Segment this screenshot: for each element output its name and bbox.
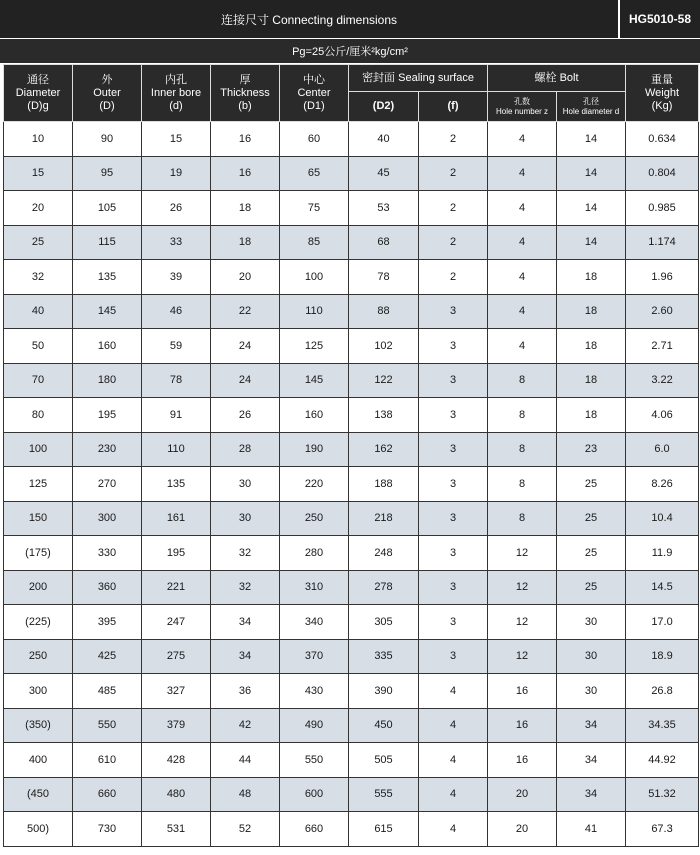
cell-sealing-d2: 122 bbox=[349, 363, 419, 398]
cell-diameter: 200 bbox=[4, 570, 73, 605]
cell-weight: 0.804 bbox=[626, 156, 699, 191]
dimensions-table bbox=[3, 64, 699, 847]
cell-outer: 90 bbox=[73, 122, 142, 157]
table-row bbox=[4, 363, 699, 398]
cell-weight: 6.0 bbox=[626, 432, 699, 467]
cell-outer: 145 bbox=[73, 294, 142, 329]
cell-weight: 14.5 bbox=[626, 570, 699, 605]
cell-inner: 78 bbox=[142, 363, 211, 398]
cell-weight: 0.985 bbox=[626, 191, 699, 226]
cell-sealing-f: 2 bbox=[419, 225, 488, 260]
cell-outer: 105 bbox=[73, 191, 142, 226]
cell-sealing-d2: 278 bbox=[349, 570, 419, 605]
cell-thickness: 30 bbox=[211, 501, 280, 536]
table-body bbox=[4, 122, 699, 847]
cell-sealing-f: 2 bbox=[419, 260, 488, 295]
table-row bbox=[4, 260, 699, 295]
table-row bbox=[4, 605, 699, 640]
cell-diameter: 125 bbox=[4, 467, 73, 502]
cell-inner: 19 bbox=[142, 156, 211, 191]
cell-weight: 51.32 bbox=[626, 777, 699, 812]
cell-inner: 379 bbox=[142, 708, 211, 743]
cell-sealing-d2: 390 bbox=[349, 674, 419, 709]
cell-hole-number: 8 bbox=[488, 432, 557, 467]
cell-thickness: 24 bbox=[211, 363, 280, 398]
header-diameter: 通径 Diameter (D)g bbox=[4, 65, 73, 122]
cell-hole-number: 8 bbox=[488, 363, 557, 398]
cell-weight: 8.26 bbox=[626, 467, 699, 502]
cell-sealing-f: 3 bbox=[419, 536, 488, 571]
cell-sealing-f: 2 bbox=[419, 122, 488, 157]
cell-outer: 660 bbox=[73, 777, 142, 812]
cell-outer: 180 bbox=[73, 363, 142, 398]
cell-hole-diameter: 30 bbox=[557, 674, 626, 709]
cell-weight: 1.96 bbox=[626, 260, 699, 295]
cell-sealing-f: 4 bbox=[419, 777, 488, 812]
cell-hole-number: 4 bbox=[488, 294, 557, 329]
header-weight: 重量 Weight (Kg) bbox=[626, 65, 699, 122]
cell-sealing-f: 2 bbox=[419, 191, 488, 226]
cell-inner: 135 bbox=[142, 467, 211, 502]
cell-diameter: (175) bbox=[4, 536, 73, 571]
cell-sealing-d2: 555 bbox=[349, 777, 419, 812]
table-row bbox=[4, 294, 699, 329]
cell-sealing-f: 3 bbox=[419, 329, 488, 364]
cell-hole-number: 12 bbox=[488, 570, 557, 605]
cell-hole-number: 8 bbox=[488, 467, 557, 502]
cell-diameter: 100 bbox=[4, 432, 73, 467]
cell-weight: 2.71 bbox=[626, 329, 699, 364]
cell-hole-diameter: 18 bbox=[557, 363, 626, 398]
cell-outer: 95 bbox=[73, 156, 142, 191]
cell-center: 220 bbox=[280, 467, 349, 502]
cell-weight: 0.634 bbox=[626, 122, 699, 157]
header-outer: 外 Outer (D) bbox=[73, 65, 142, 122]
cell-hole-number: 8 bbox=[488, 501, 557, 536]
table-row bbox=[4, 225, 699, 260]
standard-code: HG5010-58 bbox=[620, 0, 700, 38]
table-row bbox=[4, 674, 699, 709]
cell-thickness: 26 bbox=[211, 398, 280, 433]
cell-diameter: 20 bbox=[4, 191, 73, 226]
cell-hole-number: 16 bbox=[488, 743, 557, 778]
cell-outer: 610 bbox=[73, 743, 142, 778]
header-sealing-surface: 密封面 Sealing surface bbox=[349, 65, 488, 92]
cell-sealing-f: 3 bbox=[419, 639, 488, 674]
cell-diameter: 50 bbox=[4, 329, 73, 364]
cell-outer: 485 bbox=[73, 674, 142, 709]
cell-thickness: 42 bbox=[211, 708, 280, 743]
cell-thickness: 48 bbox=[211, 777, 280, 812]
cell-inner: 247 bbox=[142, 605, 211, 640]
cell-thickness: 18 bbox=[211, 191, 280, 226]
cell-hole-diameter: 34 bbox=[557, 708, 626, 743]
cell-inner: 33 bbox=[142, 225, 211, 260]
cell-center: 340 bbox=[280, 605, 349, 640]
cell-hole-number: 16 bbox=[488, 674, 557, 709]
cell-sealing-f: 2 bbox=[419, 156, 488, 191]
cell-inner: 428 bbox=[142, 743, 211, 778]
cell-hole-number: 4 bbox=[488, 329, 557, 364]
table-row bbox=[4, 501, 699, 536]
table-row bbox=[4, 812, 699, 847]
cell-center: 160 bbox=[280, 398, 349, 433]
cell-diameter: 250 bbox=[4, 639, 73, 674]
table-header bbox=[4, 65, 699, 122]
cell-center: 145 bbox=[280, 363, 349, 398]
cell-weight: 11.9 bbox=[626, 536, 699, 571]
cell-sealing-f: 3 bbox=[419, 363, 488, 398]
cell-sealing-f: 3 bbox=[419, 570, 488, 605]
cell-sealing-f: 3 bbox=[419, 605, 488, 640]
cell-diameter: 400 bbox=[4, 743, 73, 778]
cell-outer: 195 bbox=[73, 398, 142, 433]
cell-diameter: 25 bbox=[4, 225, 73, 260]
cell-weight: 2.60 bbox=[626, 294, 699, 329]
cell-thickness: 32 bbox=[211, 536, 280, 571]
header-sealing-d2: (D2) bbox=[349, 92, 419, 122]
cell-weight: 18.9 bbox=[626, 639, 699, 674]
cell-hole-diameter: 23 bbox=[557, 432, 626, 467]
table-row bbox=[4, 191, 699, 226]
cell-hole-number: 12 bbox=[488, 639, 557, 674]
title-bar bbox=[0, 0, 700, 38]
cell-hole-diameter: 25 bbox=[557, 570, 626, 605]
cell-hole-number: 4 bbox=[488, 191, 557, 226]
cell-center: 250 bbox=[280, 501, 349, 536]
header-hole-diameter: 孔径 Hole diameter d bbox=[557, 92, 626, 122]
cell-hole-diameter: 18 bbox=[557, 398, 626, 433]
table-row bbox=[4, 708, 699, 743]
table-row bbox=[4, 777, 699, 812]
cell-diameter: (450 bbox=[4, 777, 73, 812]
table-row bbox=[4, 536, 699, 571]
cell-weight: 26.8 bbox=[626, 674, 699, 709]
cell-sealing-f: 4 bbox=[419, 708, 488, 743]
cell-hole-number: 4 bbox=[488, 156, 557, 191]
cell-diameter: (350) bbox=[4, 708, 73, 743]
cell-diameter: 150 bbox=[4, 501, 73, 536]
cell-center: 110 bbox=[280, 294, 349, 329]
cell-center: 280 bbox=[280, 536, 349, 571]
cell-hole-diameter: 14 bbox=[557, 156, 626, 191]
cell-hole-number: 4 bbox=[488, 122, 557, 157]
cell-sealing-f: 3 bbox=[419, 501, 488, 536]
cell-hole-diameter: 25 bbox=[557, 536, 626, 571]
cell-inner: 91 bbox=[142, 398, 211, 433]
cell-hole-diameter: 14 bbox=[557, 225, 626, 260]
cell-thickness: 18 bbox=[211, 225, 280, 260]
cell-sealing-f: 4 bbox=[419, 743, 488, 778]
cell-hole-diameter: 18 bbox=[557, 329, 626, 364]
cell-thickness: 24 bbox=[211, 329, 280, 364]
table-row bbox=[4, 639, 699, 674]
cell-thickness: 28 bbox=[211, 432, 280, 467]
cell-thickness: 52 bbox=[211, 812, 280, 847]
cell-weight: 3.22 bbox=[626, 363, 699, 398]
cell-inner: 327 bbox=[142, 674, 211, 709]
cell-center: 550 bbox=[280, 743, 349, 778]
cell-inner: 480 bbox=[142, 777, 211, 812]
cell-sealing-d2: 45 bbox=[349, 156, 419, 191]
cell-diameter: 70 bbox=[4, 363, 73, 398]
cell-sealing-d2: 162 bbox=[349, 432, 419, 467]
cell-hole-diameter: 18 bbox=[557, 294, 626, 329]
cell-hole-diameter: 41 bbox=[557, 812, 626, 847]
cell-inner: 221 bbox=[142, 570, 211, 605]
cell-hole-number: 4 bbox=[488, 260, 557, 295]
cell-hole-number: 12 bbox=[488, 605, 557, 640]
cell-sealing-d2: 88 bbox=[349, 294, 419, 329]
cell-diameter: 40 bbox=[4, 294, 73, 329]
table-row bbox=[4, 122, 699, 157]
cell-sealing-d2: 450 bbox=[349, 708, 419, 743]
table-title: 连接尺寸 Connecting dimensions bbox=[0, 0, 620, 38]
cell-thickness: 34 bbox=[211, 605, 280, 640]
table-row bbox=[4, 467, 699, 502]
cell-outer: 730 bbox=[73, 812, 142, 847]
cell-sealing-d2: 78 bbox=[349, 260, 419, 295]
cell-hole-diameter: 30 bbox=[557, 639, 626, 674]
cell-diameter: 10 bbox=[4, 122, 73, 157]
cell-sealing-d2: 218 bbox=[349, 501, 419, 536]
cell-center: 125 bbox=[280, 329, 349, 364]
cell-outer: 425 bbox=[73, 639, 142, 674]
cell-weight: 34.35 bbox=[626, 708, 699, 743]
cell-outer: 395 bbox=[73, 605, 142, 640]
cell-sealing-d2: 305 bbox=[349, 605, 419, 640]
cell-sealing-d2: 248 bbox=[349, 536, 419, 571]
cell-weight: 4.06 bbox=[626, 398, 699, 433]
header-hole-number: 孔数 Hole number z bbox=[488, 92, 557, 122]
cell-outer: 230 bbox=[73, 432, 142, 467]
table-row bbox=[4, 398, 699, 433]
cell-inner: 15 bbox=[142, 122, 211, 157]
cell-hole-diameter: 25 bbox=[557, 501, 626, 536]
cell-center: 75 bbox=[280, 191, 349, 226]
cell-inner: 26 bbox=[142, 191, 211, 226]
cell-diameter: 32 bbox=[4, 260, 73, 295]
cell-sealing-d2: 188 bbox=[349, 467, 419, 502]
cell-outer: 270 bbox=[73, 467, 142, 502]
cell-center: 60 bbox=[280, 122, 349, 157]
cell-inner: 161 bbox=[142, 501, 211, 536]
cell-sealing-f: 3 bbox=[419, 398, 488, 433]
cell-sealing-d2: 615 bbox=[349, 812, 419, 847]
cell-weight: 17.0 bbox=[626, 605, 699, 640]
cell-thickness: 16 bbox=[211, 156, 280, 191]
cell-hole-number: 20 bbox=[488, 777, 557, 812]
cell-center: 100 bbox=[280, 260, 349, 295]
cell-weight: 1.174 bbox=[626, 225, 699, 260]
cell-thickness: 34 bbox=[211, 639, 280, 674]
cell-thickness: 32 bbox=[211, 570, 280, 605]
cell-outer: 135 bbox=[73, 260, 142, 295]
header-bolt: 螺栓 Bolt bbox=[488, 65, 626, 92]
cell-hole-diameter: 14 bbox=[557, 191, 626, 226]
cell-hole-number: 16 bbox=[488, 708, 557, 743]
cell-sealing-f: 3 bbox=[419, 467, 488, 502]
cell-diameter: 80 bbox=[4, 398, 73, 433]
table-row bbox=[4, 570, 699, 605]
cell-outer: 360 bbox=[73, 570, 142, 605]
header-inner: 内孔 Inner bore (d) bbox=[142, 65, 211, 122]
cell-hole-diameter: 34 bbox=[557, 777, 626, 812]
cell-sealing-f: 4 bbox=[419, 674, 488, 709]
cell-center: 310 bbox=[280, 570, 349, 605]
cell-thickness: 20 bbox=[211, 260, 280, 295]
cell-diameter: 300 bbox=[4, 674, 73, 709]
cell-center: 85 bbox=[280, 225, 349, 260]
cell-thickness: 16 bbox=[211, 122, 280, 157]
cell-hole-diameter: 18 bbox=[557, 260, 626, 295]
cell-inner: 46 bbox=[142, 294, 211, 329]
cell-hole-diameter: 34 bbox=[557, 743, 626, 778]
cell-center: 190 bbox=[280, 432, 349, 467]
cell-diameter: (225) bbox=[4, 605, 73, 640]
table-row bbox=[4, 156, 699, 191]
cell-sealing-d2: 138 bbox=[349, 398, 419, 433]
cell-sealing-d2: 40 bbox=[349, 122, 419, 157]
cell-weight: 10.4 bbox=[626, 501, 699, 536]
cell-sealing-d2: 53 bbox=[349, 191, 419, 226]
cell-center: 660 bbox=[280, 812, 349, 847]
table-row bbox=[4, 743, 699, 778]
table-row bbox=[4, 329, 699, 364]
cell-sealing-d2: 335 bbox=[349, 639, 419, 674]
cell-weight: 44.92 bbox=[626, 743, 699, 778]
cell-outer: 300 bbox=[73, 501, 142, 536]
cell-sealing-d2: 68 bbox=[349, 225, 419, 260]
header-thickness: 厚 Thickness (b) bbox=[211, 65, 280, 122]
cell-inner: 39 bbox=[142, 260, 211, 295]
cell-inner: 531 bbox=[142, 812, 211, 847]
cell-inner: 59 bbox=[142, 329, 211, 364]
cell-sealing-f: 3 bbox=[419, 294, 488, 329]
cell-center: 370 bbox=[280, 639, 349, 674]
cell-thickness: 36 bbox=[211, 674, 280, 709]
cell-outer: 160 bbox=[73, 329, 142, 364]
cell-thickness: 22 bbox=[211, 294, 280, 329]
cell-hole-number: 8 bbox=[488, 398, 557, 433]
cell-hole-number: 4 bbox=[488, 225, 557, 260]
cell-center: 490 bbox=[280, 708, 349, 743]
cell-center: 65 bbox=[280, 156, 349, 191]
cell-outer: 330 bbox=[73, 536, 142, 571]
table-row bbox=[4, 432, 699, 467]
cell-inner: 110 bbox=[142, 432, 211, 467]
cell-outer: 550 bbox=[73, 708, 142, 743]
cell-sealing-d2: 102 bbox=[349, 329, 419, 364]
cell-inner: 275 bbox=[142, 639, 211, 674]
cell-sealing-f: 3 bbox=[419, 432, 488, 467]
cell-hole-number: 12 bbox=[488, 536, 557, 571]
cell-thickness: 44 bbox=[211, 743, 280, 778]
cell-hole-diameter: 14 bbox=[557, 122, 626, 157]
pressure-rating: Pg=25公斤/厘米²kg/cm² bbox=[0, 38, 700, 63]
header-center: 中心 Center (D1) bbox=[280, 65, 349, 122]
cell-diameter: 15 bbox=[4, 156, 73, 191]
cell-thickness: 30 bbox=[211, 467, 280, 502]
cell-outer: 115 bbox=[73, 225, 142, 260]
cell-inner: 195 bbox=[142, 536, 211, 571]
cell-sealing-d2: 505 bbox=[349, 743, 419, 778]
cell-hole-diameter: 25 bbox=[557, 467, 626, 502]
cell-sealing-f: 4 bbox=[419, 812, 488, 847]
cell-hole-number: 20 bbox=[488, 812, 557, 847]
header-sealing-f: (f) bbox=[419, 92, 488, 122]
cell-hole-diameter: 30 bbox=[557, 605, 626, 640]
cell-weight: 67.3 bbox=[626, 812, 699, 847]
cell-center: 600 bbox=[280, 777, 349, 812]
cell-diameter: 500) bbox=[4, 812, 73, 847]
cell-center: 430 bbox=[280, 674, 349, 709]
